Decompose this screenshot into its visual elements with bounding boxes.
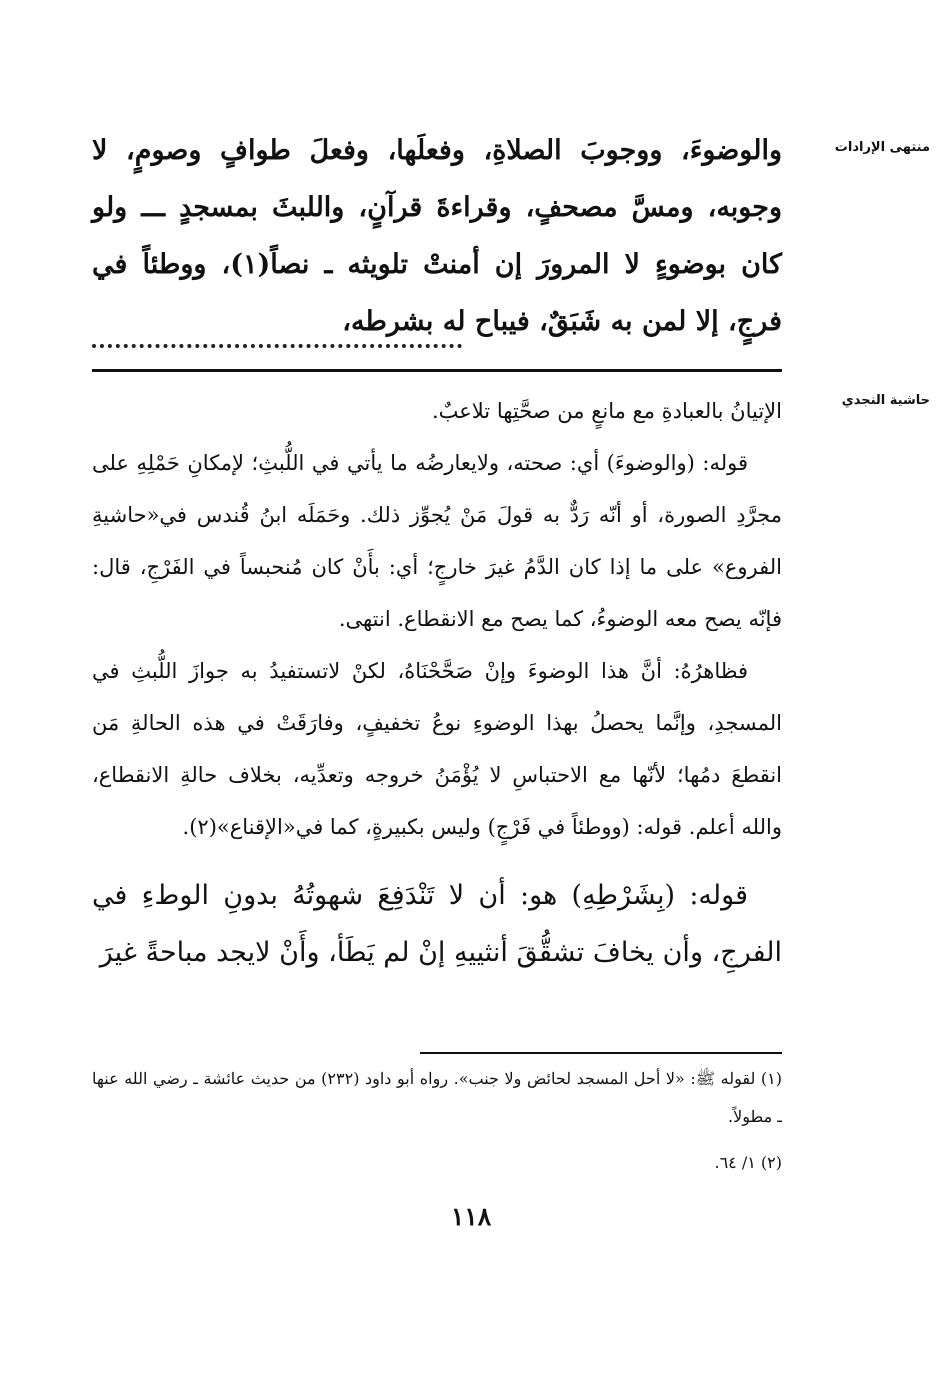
hashiya-paragraph-4: قوله: (بِشَرْطِهِ) هو: أن لا تَنْدَفِعَ شهوتُهُ بدونِ الوطءِ في الفرجِ، وأن يخافَ تشقُّقَ أنثييهِ إنْ لم يَطَأ، وأَنْ لايجد مباحةً غيرَ	[92, 880, 782, 968]
page-number: ١١٨	[450, 1202, 492, 1231]
hashiya-text-block	[92, 385, 782, 981]
footnotes-block	[92, 1060, 782, 1182]
footnote-2: (٢) ١/ ٦٤.	[714, 1153, 782, 1172]
section-divider	[92, 369, 782, 372]
side-label-muntaha: منتهى الإرادات	[834, 140, 930, 155]
matn-text-block	[92, 122, 782, 350]
side-label-najdi: حاشية النجدي	[841, 393, 930, 408]
dotted-continuation-line	[92, 320, 462, 348]
hashiya-paragraph-1: الإتيانُ بالعبادةِ مع مانعٍ من صحَّتِها تلاعبٌ.	[431, 399, 782, 423]
footnote-divider	[420, 1052, 782, 1054]
hashiya-paragraph-3: فظاهرُهُ: أنَّ هذا الوضوءَ وإنْ صَحَّحْنَاهُ، لكنْ لاتستفيدُ به جوازَ اللُّبثِ في المسجدِ، وإنَّما يحصلُ بهذا الوضوءِ نوعُ تخفيفٍ، وفارَقَتْ في هذه الحالةِ مَن انقطعَ دمُها؛ لأنّها مع الاحتباسِ لا يُؤْمَنُ خروجه وتعدِّيه، بخلاف حالةِ الانقطاع، والله أعلم. قوله: (ووطئاً في فَرْجٍ) وليس بكبيرةٍ، كما في«الإقناع»(٢).	[92, 659, 782, 839]
footnote-1: (١) لقوله ﷺ: «لا أحل المسجد لحائض ولا جنب». رواه أبو داود (٢٣٢) من حديث عائشة ـ رضي الله عنها ـ مطولاً.	[92, 1069, 782, 1126]
matn-paragraph: والوضوءَ، ووجوبَ الصلاةِ، وفعلَها، وفعلَ طوافٍ وصومٍ، لا وجوبه، ومسَّ مصحفٍ، وقراءةَ قرآنٍ، واللبثَ بمسجدٍ ـــ ولو كان بوضوءٍ لا المرورَ إن أمنتْ تلويثه ـ نصاً(١)، ووطئاً في فرجٍ، إلا لمن به شَبَقٌ، فيباح له بشرطه،	[92, 135, 783, 337]
hashiya-paragraph-2: قوله: (والوضوءَ) أي: صحته، ولايعارضُه ما يأتي في اللُّبثِ؛ لإمكانِ حَمْلِهِ على مجرَّدِ الصورة، أو أنّه رَدٌّ به قولَ مَنْ يُجوِّز ذلك. وحَمَلَه ابنُ قُندس في«حاشيةِ الفروع» على ما إذا كان الدَّمُ غيرَ خارجٍ؛ أي: بأَنْ كان مُنحبساً في الفَرْجِ، قال: فإنّه يصح معه الوضوءُ، كما يصح مع الانقطاع. انتهى.	[92, 451, 782, 631]
